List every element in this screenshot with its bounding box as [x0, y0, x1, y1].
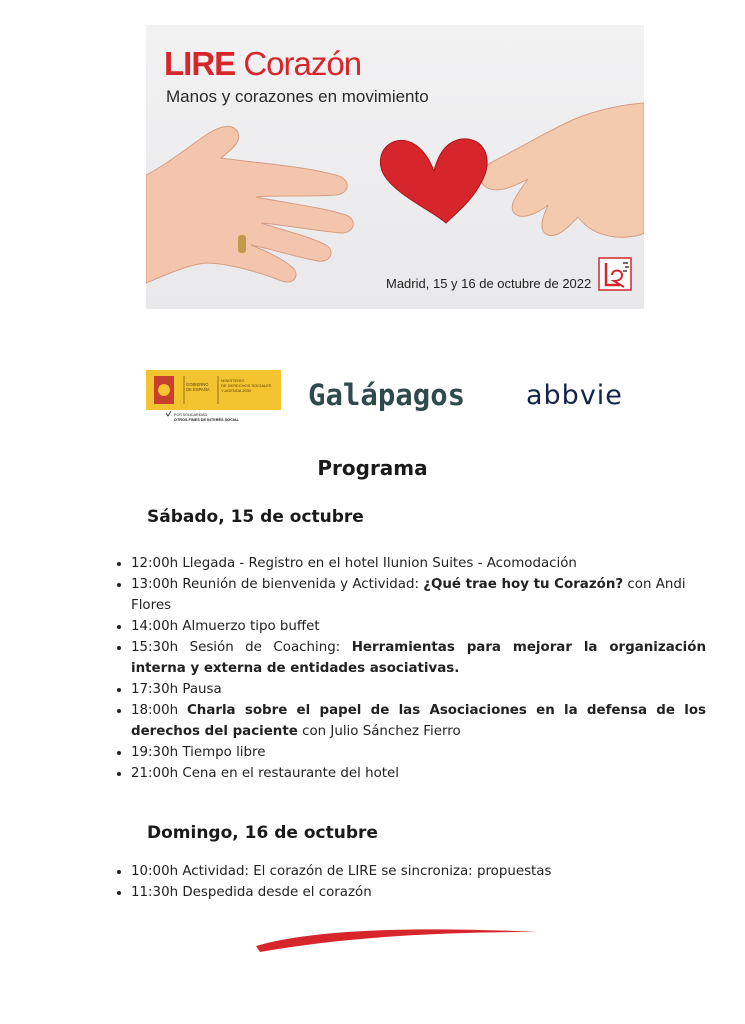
event-banner — [146, 25, 644, 309]
schedule-text: Almuerzo tipo buffet — [182, 619, 320, 634]
schedule-text: Llegada - Registro en el hotel Ilunion Suites - Acomodación — [182, 556, 577, 571]
schedule-text-after: con Julio Sánchez Fierro — [297, 724, 461, 739]
schedule-time: 19:30h — [131, 745, 179, 760]
schedule-text: Cena en el restaurante del hotel — [182, 766, 399, 781]
schedule-item — [131, 553, 706, 574]
program-title: Programa — [317, 456, 428, 480]
schedule-item — [131, 637, 706, 679]
schedule-text: Reunión de bienvenida y Actividad: — [182, 577, 424, 592]
gobierno-espana-logo — [146, 370, 281, 426]
schedule-text: Sesión de Coaching: — [189, 640, 352, 655]
schedule-highlight: Charla sobre el papel de las Asociaciones en la defensa de los derechos del paciente — [131, 703, 706, 739]
svg-text:DE DERECHOS SOCIALES: DE DERECHOS SOCIALES — [221, 383, 272, 388]
schedule-item — [131, 700, 706, 742]
day1-heading: Sábado, 15 de octubre — [147, 507, 364, 527]
schedule-time: 13:00h — [131, 577, 179, 592]
banner-subtitle: Manos y corazones en movimiento — [166, 87, 429, 106]
schedule-time: 17:30h — [131, 682, 179, 697]
banner-title-light: Corazón — [243, 45, 362, 82]
sponsor-logos — [146, 370, 646, 426]
schedule-item — [131, 861, 706, 882]
day2-schedule — [113, 861, 706, 903]
day2-heading: Domingo, 16 de octubre — [147, 823, 378, 843]
schedule-time: 10:00h — [131, 864, 179, 879]
lire-logo-icon — [598, 257, 632, 291]
schedule-time: 18:00h — [131, 703, 179, 718]
schedule-item — [131, 882, 706, 903]
banner-date: Madrid, 15 y 16 de octubre de 2022 — [386, 276, 592, 291]
banner-title-bold: LIRE — [164, 45, 236, 82]
schedule-item — [131, 574, 706, 616]
svg-text:OTROS FINES DE INTERÉS SOCIAL: OTROS FINES DE INTERÉS SOCIAL — [174, 418, 239, 422]
day1-schedule — [113, 553, 706, 784]
schedule-time: 14:00h — [131, 619, 179, 634]
svg-text:Y AGENDA 2030: Y AGENDA 2030 — [221, 388, 252, 393]
schedule-highlight: Herramientas para mejorar la organización interna y externa de entidades asociativas. — [131, 640, 706, 676]
schedule-item — [131, 742, 706, 763]
schedule-text: Despedida desde el corazón — [182, 885, 372, 900]
schedule-highlight: ¿Qué trae hoy tu Corazón? — [423, 577, 624, 592]
schedule-item — [131, 616, 706, 637]
ring — [238, 235, 246, 253]
heart-icon — [380, 139, 487, 223]
schedule-text: Actividad: El corazón de LIRE se sincroniza: propuestas — [182, 864, 552, 879]
gob-bottom-text: POR SOLIDARIDAD — [174, 413, 208, 417]
schedule-time: 12:00h — [131, 556, 179, 571]
schedule-text: Tiempo libre — [182, 745, 266, 760]
schedule-text: Pausa — [182, 682, 222, 697]
svg-text:DE ESPAÑA: DE ESPAÑA — [186, 387, 210, 392]
red-brush-stroke — [250, 920, 545, 954]
gob-left-text: GOBIERNO — [186, 382, 209, 387]
schedule-text-after: con Andi Flores — [131, 577, 686, 613]
schedule-time: 21:00h — [131, 766, 179, 781]
gob-right-text: MINISTERIO — [221, 378, 245, 383]
schedule-item — [131, 679, 706, 700]
left-hand — [146, 126, 353, 283]
galapagos-logo: Galápagos — [308, 378, 466, 412]
abbvie-logo: abbvie — [526, 380, 623, 411]
banner-title — [164, 45, 361, 83]
schedule-time: 11:30h — [131, 885, 179, 900]
schedule-item — [131, 763, 706, 784]
right-hand — [481, 103, 644, 237]
schedule-time: 15:30h — [131, 640, 179, 655]
